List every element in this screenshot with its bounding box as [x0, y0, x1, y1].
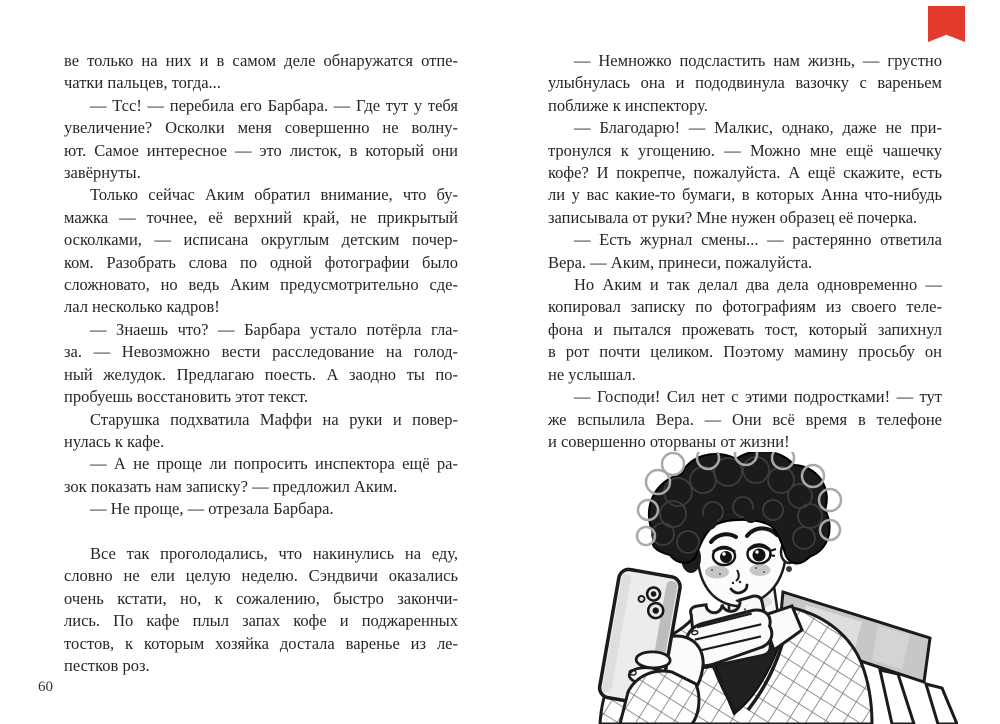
text-line: Только сейчас Аким обратил внимание, что бу-	[90, 185, 458, 205]
camera-flash-icon	[638, 595, 645, 602]
paragraph	[548, 386, 942, 453]
text-line: же вспылила Вера. — Они всё время в телефоне	[548, 409, 942, 429]
paragraph	[64, 50, 458, 95]
bookmark-ribbon[interactable]	[928, 6, 965, 42]
text-line: — Благодарю! — Малкис, однако, даже не при-	[574, 118, 942, 138]
text-line: сложновато, но ведь Аким предусмотрительно сде-	[64, 275, 458, 295]
text-line: — Господи! Сил нет с этими подростками! — тут	[574, 387, 942, 407]
text-line: Все так проголодались, что накинулись на еду,	[90, 543, 458, 563]
paragraph	[64, 409, 458, 454]
paragraph	[64, 498, 458, 520]
paragraph	[548, 274, 942, 386]
text-line: мажка — точнее, её верхний край, не прикрытый	[64, 207, 458, 227]
text-line: — А не проще ли попросить инспектора ещё ра-	[90, 454, 458, 474]
text-line: — Не проще, — отрезала Барбара.	[90, 499, 334, 519]
left-page-text	[64, 50, 458, 677]
text-line: за. — Невозможно вести расследование на голод-	[64, 342, 458, 362]
paragraph	[64, 95, 458, 185]
text-line: нулась к кафе.	[64, 431, 165, 451]
text-line: — Тсс! — перебила его Барбара. — Где тут у тебя	[90, 95, 458, 115]
text-line: словно не ели целую неделю. Сэндвичи оказались	[64, 566, 458, 586]
text-line: улыбнулась она и пододвинула вазочку с вареньем	[548, 73, 942, 93]
illustration-boy-phone-toast	[578, 452, 958, 724]
text-line: увеличение? Осколки меня совершенно не волну-	[64, 118, 458, 138]
text-line: не услышал.	[548, 364, 636, 384]
text-line: пробуешь восстановить этот текст.	[64, 387, 309, 407]
page-number: 60	[38, 679, 53, 695]
paragraph	[548, 117, 942, 229]
text-line: чатки пальцев, тогда...	[64, 73, 221, 93]
text-line: Старушка подхватила Маффи на руки и повер-	[90, 409, 458, 429]
text-line: ком. Разобрать слова по одной фотографии было	[64, 252, 458, 272]
text-line: ве только на них и в самом деле обнаружатся отпе-	[64, 51, 458, 70]
text-line: — Немножко подсластить нам жизнь, — грустно	[574, 51, 942, 70]
text-line: ли у вас какие-то бумаги, в которых Анна что-нибудь	[548, 185, 942, 205]
text-line: в рот почти целиком. Поэтому мамину просьбу он	[548, 342, 942, 362]
text-line: очень кстати, но, к сожалению, быстро закончи-	[64, 588, 458, 608]
text-line: зок показать нам записку? — предложил Аким.	[64, 476, 398, 496]
text-line: осколками, — исписана округлым детским почер-	[64, 230, 458, 250]
text-line: копировал записку по фотографиям из своего теле-	[548, 297, 942, 317]
paragraph	[548, 229, 942, 274]
text-line: ют. Самое интересное — это листок, в который они	[64, 140, 458, 160]
text-line: завёрнуты.	[64, 163, 141, 183]
text-line: лись. По кафе плыл запах кофе и поджаренных	[64, 611, 458, 631]
paragraph	[64, 319, 458, 409]
text-line: тронулся к угощению. — Можно мне ещё чашечку	[548, 140, 942, 160]
text-line: Но Аким и так делал два дела одновременно —	[574, 275, 942, 295]
text-line: лал несколько кадров!	[64, 297, 220, 317]
right-page-text	[548, 50, 942, 453]
text-line: пестков роз.	[64, 655, 150, 675]
paragraph	[548, 50, 942, 117]
paragraph	[64, 184, 458, 318]
text-line: записывала от руки? Мне нужен образец её почерка.	[548, 207, 918, 227]
text-line: — Знаешь что? — Барбара устало потёрла гла-	[90, 319, 458, 339]
text-line: тостов, к которым хозяйка достала варенье из ле-	[64, 633, 458, 653]
text-line: поближе к инспектору.	[548, 95, 708, 115]
text-line: ный желудок. Предлагаю поесть. А заодно ты по-	[64, 364, 458, 384]
text-line: фона и пытался прожевать тост, который запихнул	[548, 319, 942, 339]
text-line: — Есть журнал смены... — растерянно ответила	[574, 230, 942, 250]
text-line: и совершенно оторваны от жизни!	[548, 431, 790, 451]
text-line: кофе? И покрепче, пожалуйста. А ещё скажите, есть	[548, 163, 942, 183]
text-line: Вера. — Аким, принеси, пожалуйста.	[548, 252, 813, 272]
paragraph	[64, 453, 458, 498]
paragraph	[64, 543, 458, 677]
